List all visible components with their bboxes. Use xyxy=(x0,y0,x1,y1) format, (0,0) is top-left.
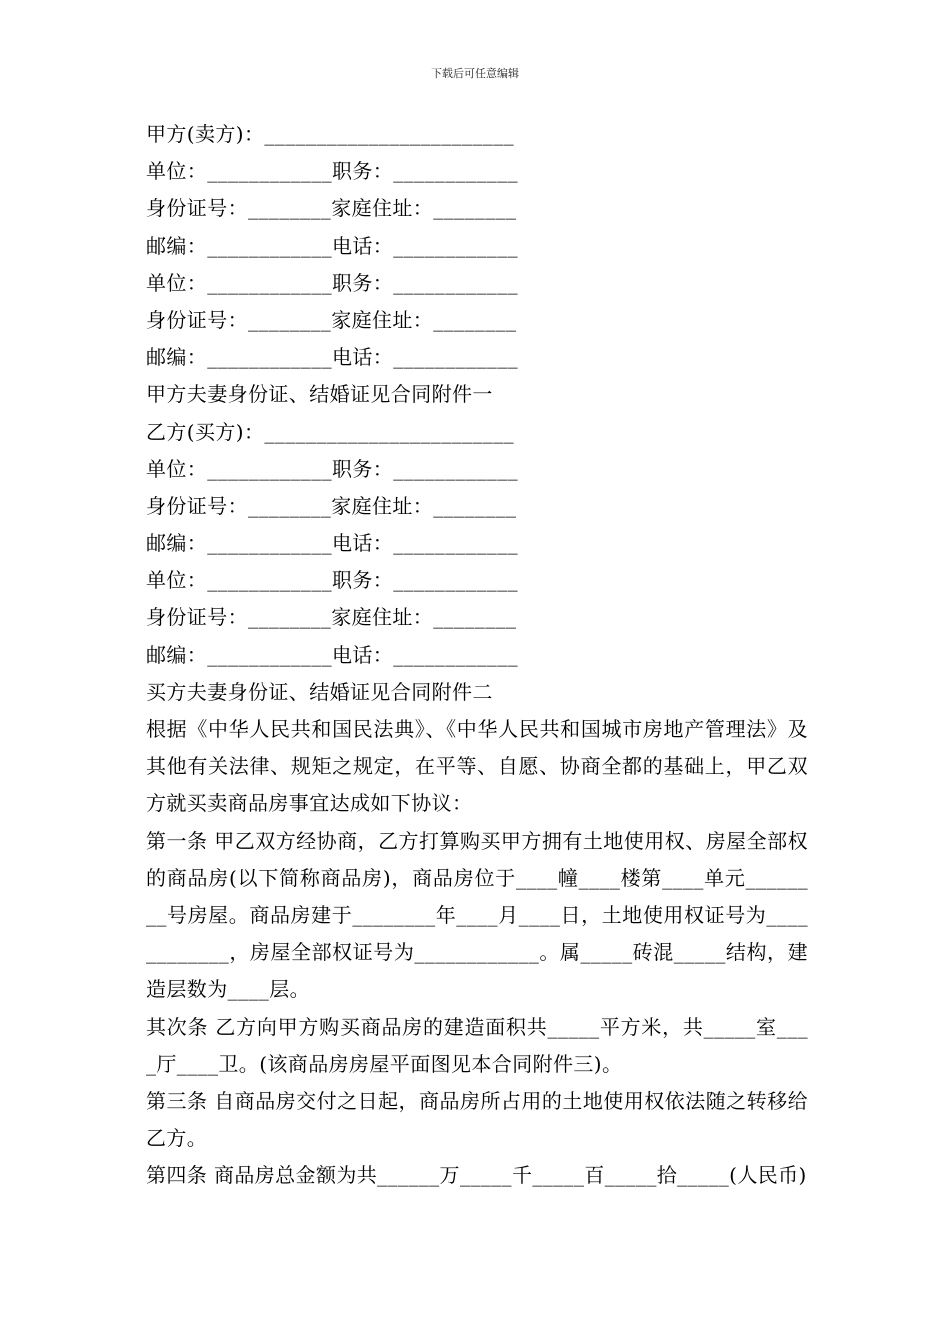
buyer-unit-line: 单位：____________职务：____________ xyxy=(146,456,518,481)
buyer-postcode-line: 邮编：____________电话：____________ xyxy=(146,531,518,556)
buyer-spouse-id-line: 身份证号：________家庭住址：________ xyxy=(146,605,517,630)
buyer-attachment-note: 买方夫妻身份证、结婚证见合同附件二 xyxy=(146,679,493,704)
buyer-spouse-postcode-line: 邮编：____________电话：____________ xyxy=(146,642,518,667)
seller-unit-line: 单位：____________职务：____________ xyxy=(146,159,518,184)
seller-spouse-id-line: 身份证号：________家庭住址：________ xyxy=(146,307,517,332)
seller-spouse-unit-line: 单位：____________职务：____________ xyxy=(146,270,518,295)
buyer-title-line: 乙方(买方)：________________________ xyxy=(146,419,515,444)
buyer-id-line: 身份证号：________家庭住址：________ xyxy=(146,493,517,518)
article-4-paragraph: 第四条 商品房总金额为共______万_____千_____百_____拾_____(人民币) xyxy=(146,1163,807,1188)
article-2-paragraph: 其次条 乙方向甲方购买商品房的建造面积共_____平方米，共_____室____厅____卫。(该商品房房屋平面图见本合同附件三)。 xyxy=(146,1014,808,1076)
article-1-paragraph: 第一条 甲乙双方经协商，乙方打算购买甲方拥有土地使用权、房屋全部权的商品房(以下简称商品房)，商品房位于____幢____楼第____单元________号房屋。商品房建于________年____月____日，土地使用权证号为____________，房屋全部权证号为____________。属_____砖混_____结构，建造层数为____层。 xyxy=(146,828,808,1002)
seller-title-line: 甲方(卖方)：________________________ xyxy=(146,122,515,146)
article-3-paragraph: 第三条 自商品房交付之日起，商品房所占用的土地使用权依法随之转移给乙方。 xyxy=(146,1089,808,1151)
seller-spouse-postcode-line: 邮编：____________电话：____________ xyxy=(146,345,518,370)
seller-postcode-line: 邮编：____________电话：____________ xyxy=(146,233,518,258)
contract-body xyxy=(146,116,808,1195)
seller-id-line: 身份证号：________家庭住址：________ xyxy=(146,196,517,221)
page-header: 下载后可任意编辑 xyxy=(431,67,519,80)
buyer-spouse-unit-line: 单位：____________职务：____________ xyxy=(146,568,518,593)
preamble-paragraph: 根据《中华人民共和国民法典》、《中华人民共和国城市房地产管理法》及其他有关法律、规矩之规定，在平等、自愿、协商全都的基础上，甲乙双方就买卖商品房事宜达成如下协议： xyxy=(146,717,808,816)
seller-attachment-note: 甲方夫妻身份证、结婚证见合同附件一 xyxy=(146,382,493,407)
